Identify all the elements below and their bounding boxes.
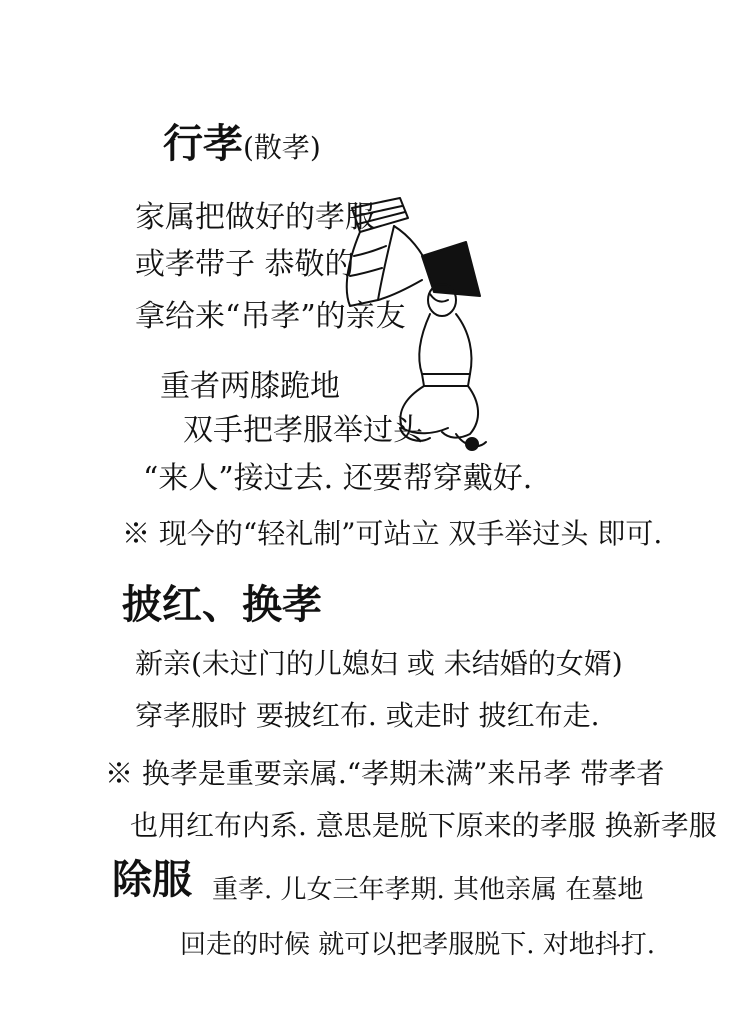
text-line: 新亲(未过门的儿媳妇 或 未结婚的女婿): [135, 647, 623, 680]
text-line: 穿孝服时 要披红布. 或走时 披红布走.: [135, 699, 600, 732]
note-line: ※ 换孝是重要亲属.“孝期未满”来吊孝 带孝者: [105, 757, 665, 790]
text-line: 双手把孝服举过头: [183, 413, 423, 448]
section-heading-main: 行孝: [163, 120, 243, 167]
section-heading-pihong: 披红、换孝: [122, 581, 322, 628]
text-line: 重者两膝跪地: [160, 369, 340, 404]
note-line: ※ 现今的“轻礼制”可站立 双手举过头 即可.: [122, 517, 663, 550]
text-line: 回走的时候 就可以把孝服脱下. 对地抖打.: [180, 930, 656, 960]
text-line: 或孝带子 恭敬的: [135, 247, 355, 282]
section-heading-chufu: 除服: [112, 856, 192, 903]
text-line: 也用红布内系. 意思是脱下原来的孝服 换新孝服: [130, 809, 717, 842]
text-line: 拿给来“吊孝”的亲友: [135, 299, 406, 334]
text-line: 重孝. 儿女三年孝期. 其他亲属 在墓地: [212, 875, 644, 905]
section-heading-xingxiao: [163, 120, 321, 167]
text-line: “来人”接过去. 还要帮穿戴好.: [143, 461, 533, 496]
section-heading-sub: (散孝): [243, 131, 321, 164]
kneeling-mourner-illustration: [330, 196, 500, 466]
text-line: 家属把做好的孝服: [135, 200, 375, 235]
